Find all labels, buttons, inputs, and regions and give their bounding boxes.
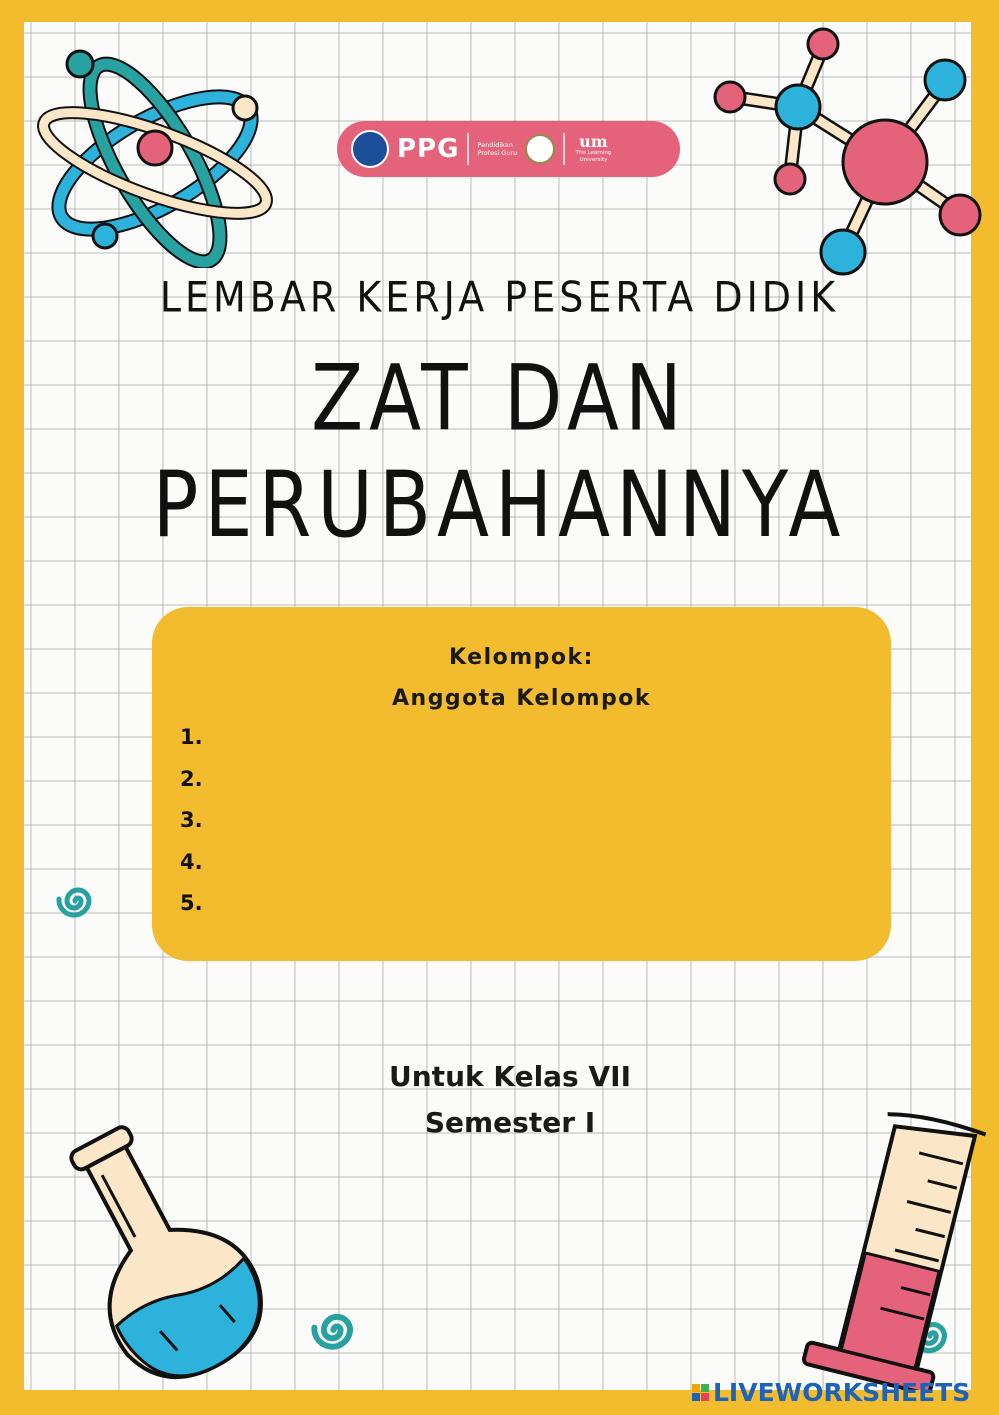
um-tagline: The Learning University bbox=[575, 150, 612, 163]
divider bbox=[467, 133, 469, 165]
university-seal-icon bbox=[525, 134, 555, 164]
molecule-icon bbox=[705, 22, 995, 282]
um-logo-text: um bbox=[579, 132, 608, 151]
spiral-icon bbox=[54, 880, 102, 922]
group-info-box bbox=[152, 607, 891, 961]
emblem-icon bbox=[351, 130, 389, 168]
member-1[interactable]: 1. bbox=[180, 725, 203, 749]
member-2[interactable]: 2. bbox=[180, 766, 203, 791]
members-label: Anggota Kelompok bbox=[392, 686, 651, 711]
brand-text: LIVEWORKSHEETS bbox=[713, 1377, 971, 1407]
member-5[interactable]: 5. bbox=[180, 891, 203, 915]
flask-icon bbox=[55, 1115, 275, 1385]
um-logo bbox=[573, 134, 613, 164]
ppg-logo-text: PPG bbox=[397, 134, 460, 164]
divider bbox=[563, 133, 565, 165]
spiral-icon bbox=[308, 1305, 366, 1355]
members-list bbox=[180, 725, 203, 933]
semester-label: Semester I bbox=[424, 1106, 596, 1139]
member-4[interactable]: 4. bbox=[180, 849, 203, 874]
worksheet-subtitle: LEMBAR KERJA PESERTA DIDIK bbox=[159, 272, 840, 322]
grade-label: Untuk Kelas VII bbox=[389, 1060, 631, 1093]
member-3[interactable]: 3. bbox=[180, 808, 203, 832]
group-label: Kelompok: bbox=[449, 645, 594, 670]
liveworksheets-watermark bbox=[692, 1375, 970, 1409]
atom-icon bbox=[30, 28, 290, 268]
liveworksheets-logo-icon bbox=[692, 1384, 709, 1401]
worksheet-title: ZAT DAN PERUBAHANNYA bbox=[152, 344, 847, 558]
ppg-badge bbox=[337, 121, 680, 177]
graduated-cylinder-icon bbox=[795, 1110, 990, 1390]
ppg-subtext: Pendidikan Profesi Guru bbox=[477, 141, 518, 157]
